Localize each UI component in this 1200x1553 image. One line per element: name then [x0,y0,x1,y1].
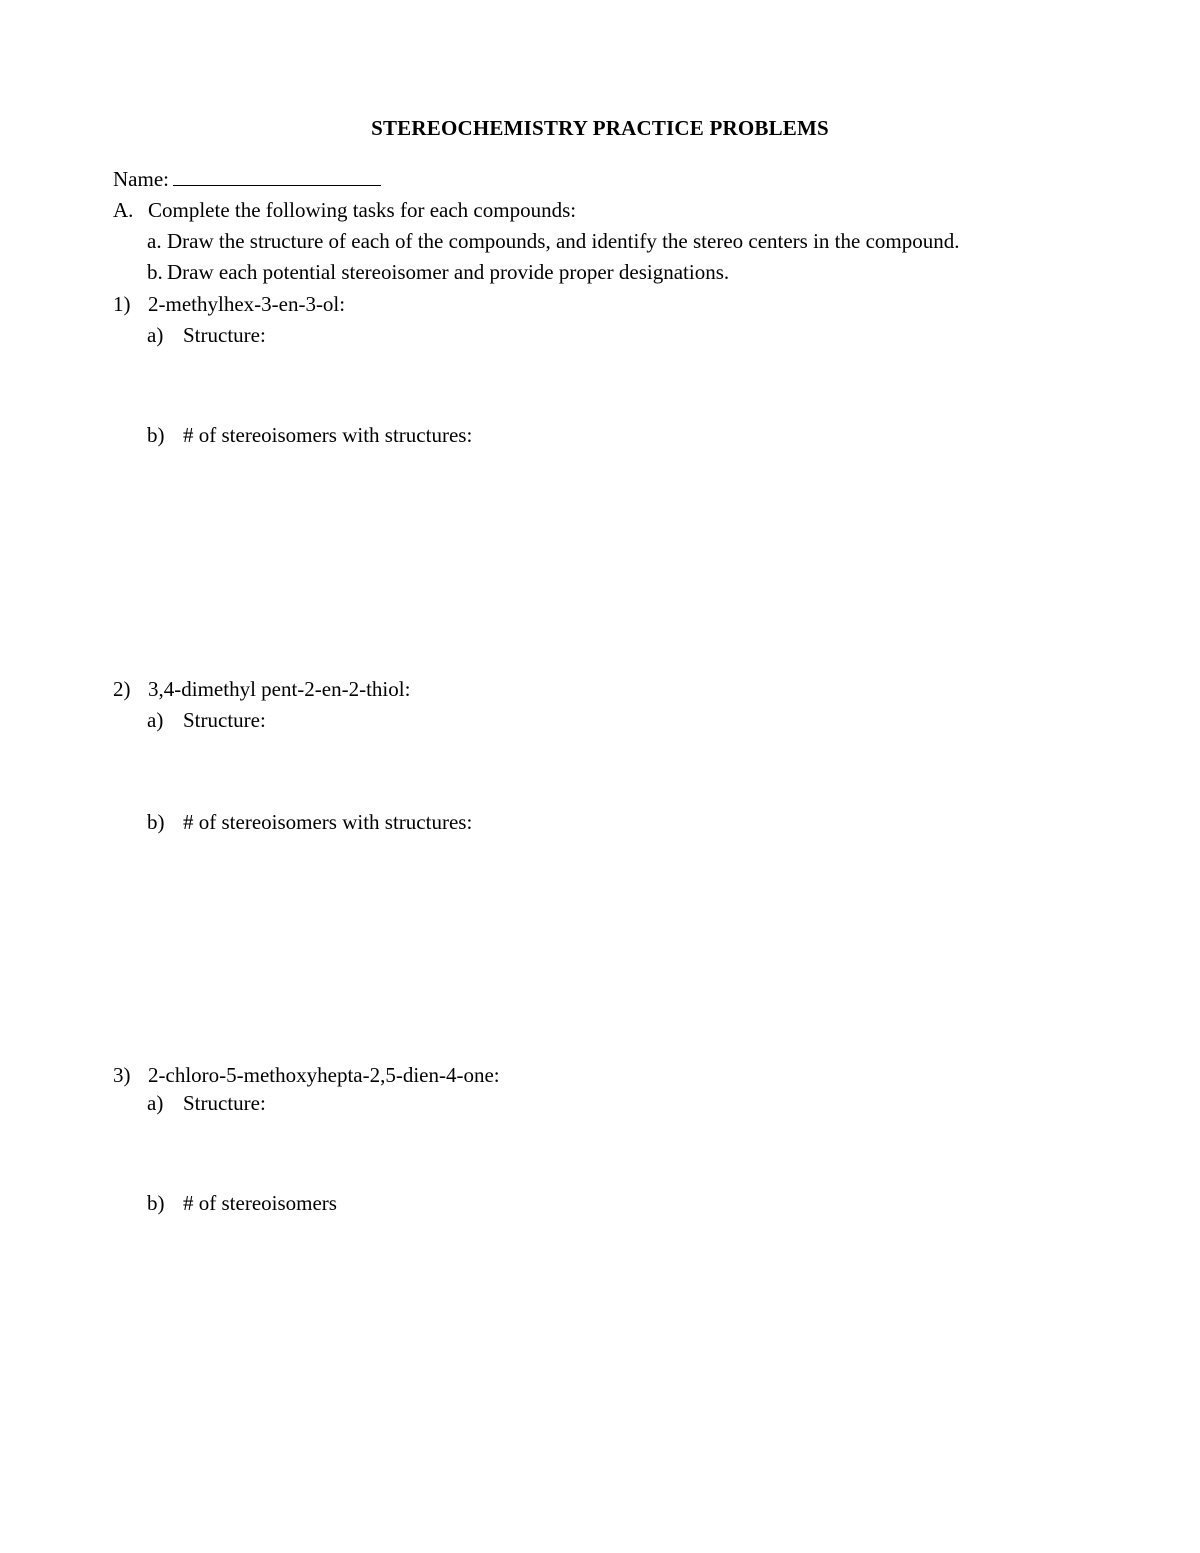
problem-1-a-text: Structure: [183,323,266,347]
name-line [113,166,381,192]
problem-2-b-marker: b) [147,810,165,834]
problem-1-a-marker: a) [147,323,164,347]
subtask-a-marker: a. [147,229,162,253]
subtask-a-text: Draw the structure of each of the compounds, and identify the stereo centers in the compound. [167,229,960,253]
problem-2-a-text: Structure: [183,708,266,732]
section-a-text: Complete the following tasks for each compounds: [148,198,577,222]
page-title: STEREOCHEMISTRY PRACTICE PROBLEMS [371,116,829,140]
name-field[interactable] [173,167,381,186]
problem-2-a-marker: a) [147,708,164,732]
problem-3-b-text: # of stereoisomers [183,1191,337,1215]
problem-3-compound: 2-chloro-5-methoxyhepta-2,5-dien-4-one: [148,1063,500,1087]
subtask-b-text: Draw each potential stereoisomer and provide proper designations. [167,260,730,284]
problem-1-b-text: # of stereoisomers with structures: [183,423,473,447]
problem-1-marker: 1) [113,292,131,316]
problem-2-compound: 3,4-dimethyl pent-2-en-2-thiol: [148,677,411,701]
name-label: Name: [113,167,169,191]
problem-3-a-text: Structure: [183,1091,266,1115]
problem-1-compound: 2-methylhex-3-en-3-ol: [148,292,346,316]
problem-1-b-marker: b) [147,423,165,447]
problem-3-a-marker: a) [147,1091,164,1115]
problem-2-marker: 2) [113,677,131,701]
problem-3-marker: 3) [113,1063,131,1087]
section-a-marker: A. [113,198,134,222]
subtask-b-marker: b. [147,260,163,284]
problem-3-b-marker: b) [147,1191,165,1215]
problem-2-b-text: # of stereoisomers with structures: [183,810,473,834]
